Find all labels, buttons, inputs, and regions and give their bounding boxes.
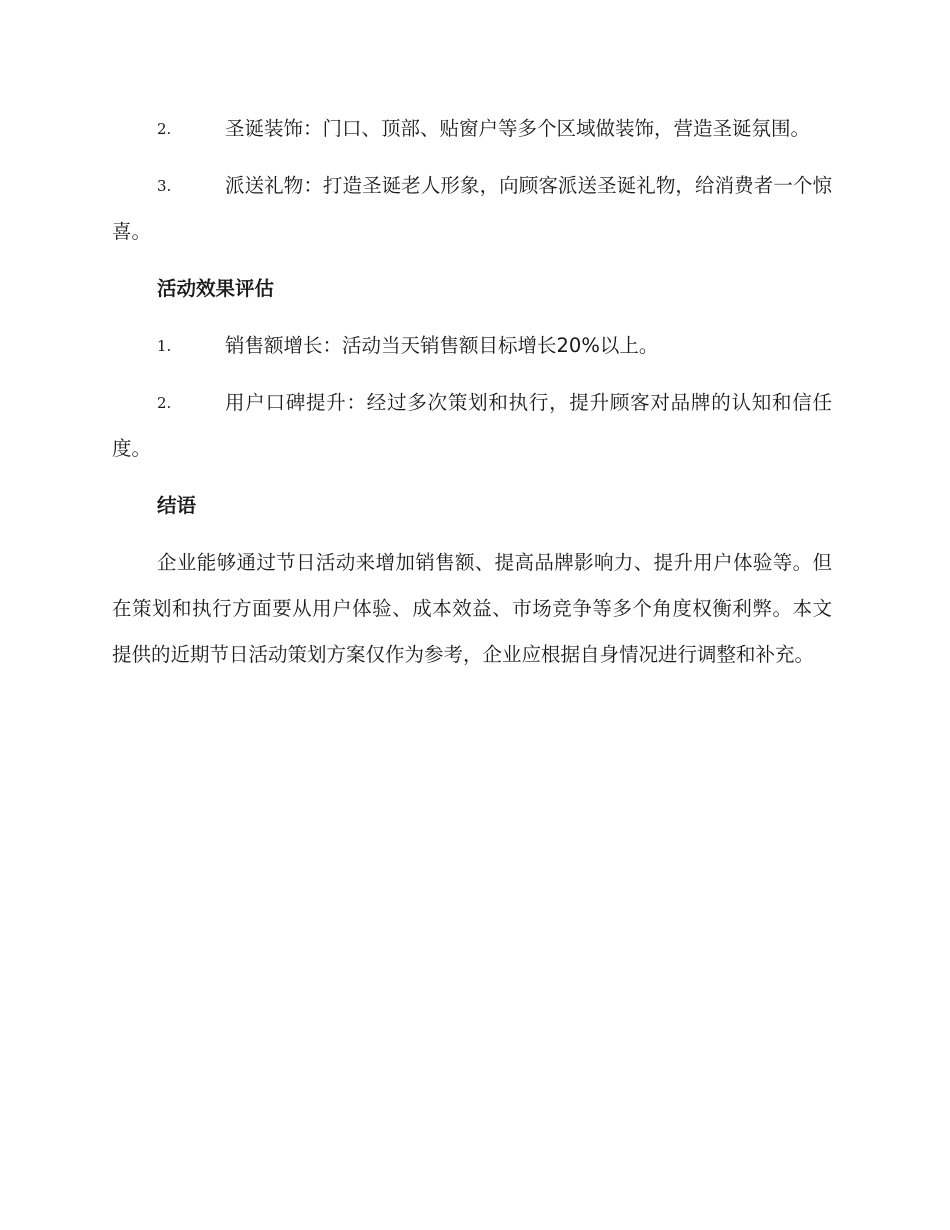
- list-item-text: 销售额增长：活动当天销售额目标增长20%以上。: [225, 334, 659, 357]
- list-item: [112, 323, 832, 369]
- list-number: 2.: [157, 120, 172, 138]
- list-number: 1.: [157, 337, 172, 355]
- list-item: [112, 163, 832, 255]
- section-heading-evaluation: 活动效果评估: [157, 277, 275, 300]
- list-item: [112, 380, 832, 472]
- list-number: 3.: [157, 177, 172, 195]
- list-item-text: 圣诞装饰：门口、顶部、贴窗户等多个区域做装饰，营造圣诞氛围。: [225, 117, 811, 140]
- list-item: [112, 106, 832, 152]
- list-number: 2.: [157, 394, 172, 412]
- list-item-text: 用户口碑提升：经过多次策划和执行，提升顾客对品牌的认知和信任度。: [112, 391, 832, 460]
- section-heading-conclusion: 结语: [157, 494, 197, 517]
- conclusion-paragraph: 企业能够通过节日活动来增加销售额、提高品牌影响力、提升用户体验等。但在策划和执行方面要从用户体验、成本效益、市场竞争等多个角度权衡利弊。本文提供的近期节日活动策划方案仅作为参考，企业应根据自身情况进行调整和补充。: [112, 551, 832, 666]
- list-item-text: 派送礼物：打造圣诞老人形象，向顾客派送圣诞礼物，给消费者一个惊喜。: [112, 174, 832, 243]
- document-page: [112, 106, 832, 689]
